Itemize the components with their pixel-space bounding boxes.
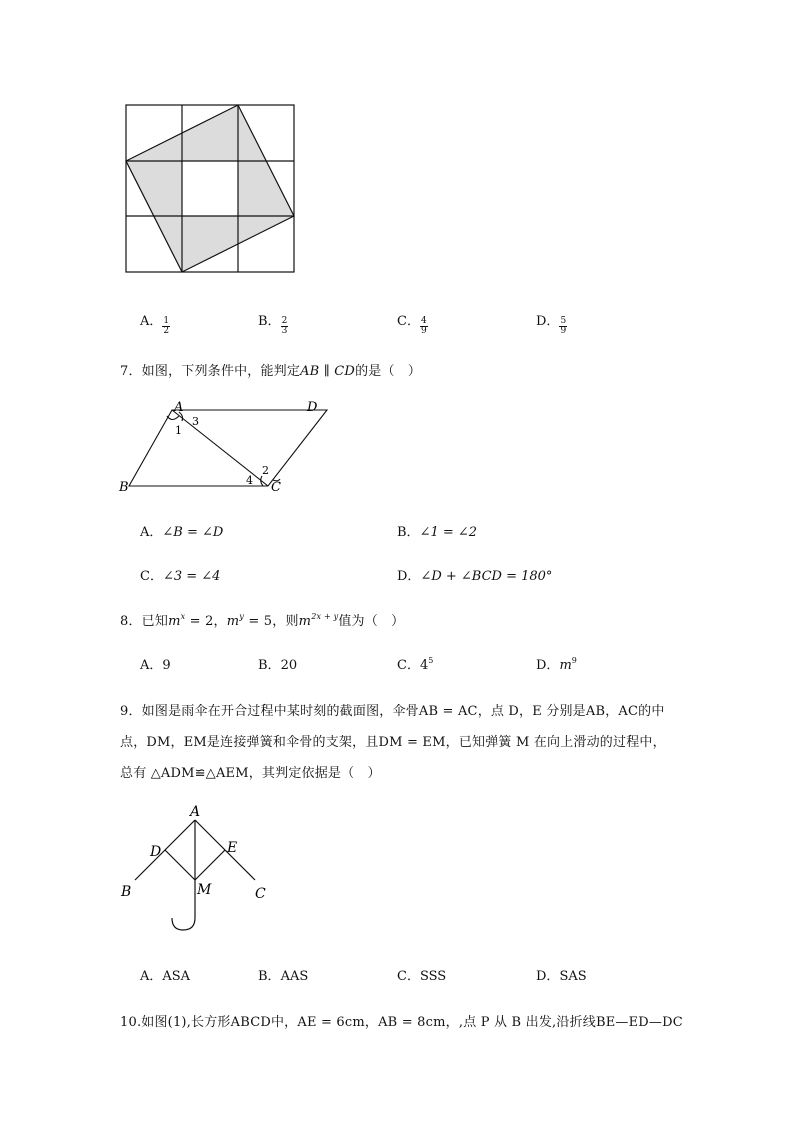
option-label: A． (140, 969, 163, 984)
denominator: 9 (560, 326, 567, 336)
option-label: A． (140, 658, 163, 673)
option-label: D． (536, 658, 560, 673)
option-label: C． (140, 569, 163, 584)
q7-label-a: A (174, 400, 184, 415)
fraction (420, 317, 428, 336)
math-value: = 5，则 (244, 614, 299, 629)
option-label: D． (536, 969, 560, 984)
numerator: 1 (163, 316, 170, 326)
denominator: 2 (163, 326, 170, 336)
math-exponent: 2x + y (311, 612, 339, 621)
q10-stem-line-1: 10.如图(1),长方形ABCD中，AE = 6cm，AB = 8cm，,点 P 从 B 出发,沿折线BE—ED—DC (120, 1015, 683, 1030)
option-text: ∠B = ∠D (162, 525, 224, 540)
numerator: 2 (281, 316, 288, 326)
q7-label-d: D (307, 400, 318, 415)
option-label: C． (397, 969, 420, 984)
math-base: m (559, 658, 572, 673)
q6-option-d[interactable] (536, 310, 567, 336)
option-text: SAS (559, 969, 587, 984)
q7-option-c[interactable] (140, 565, 220, 584)
option-text: ∠3 = ∠4 (162, 569, 221, 584)
q9-option-d[interactable] (536, 965, 587, 984)
denominator: 3 (281, 326, 288, 336)
q9-stem-line-1: 9．如图是雨伞在开合过程中某时刻的截面图，伞骨AB = AC，点 D，E 分别是AB，AC的中 (120, 704, 665, 719)
q9-label-a: A (190, 804, 201, 820)
option-label: C． (397, 314, 420, 329)
q9-option-c[interactable] (397, 965, 446, 984)
q9-umbrella-figure (115, 800, 275, 935)
q8-option-d[interactable] (536, 654, 577, 673)
q9-label-d: D (150, 844, 162, 860)
math-exponent: x (180, 612, 186, 621)
q7-option-a[interactable] (140, 521, 223, 540)
option-label: A． (140, 525, 163, 540)
q6-grid-figure (120, 100, 300, 276)
q7-angle-1: 1 (175, 424, 182, 437)
q9-option-b[interactable] (258, 965, 308, 984)
q8-option-a[interactable] (140, 654, 171, 673)
math-exponent: 5 (428, 656, 434, 665)
option-text: 9 (162, 658, 171, 673)
option-label: B． (258, 969, 281, 984)
math-exponent: 9 (571, 656, 577, 665)
umbrella-handle (172, 908, 195, 930)
option-text: SSS (419, 969, 447, 984)
q7-angle-2: 2 (262, 464, 269, 477)
option-label: C． (397, 658, 420, 673)
q7-parallelogram-figure (115, 396, 335, 496)
fraction (162, 317, 170, 336)
q9-option-a[interactable] (140, 965, 190, 984)
option-text: AAS (280, 969, 309, 984)
q9-stem-line-2: 点，DM，EM是连接弹簧和伞骨的支架，且DM = EM，已知弹簧 M 在向上滑动的过程中， (120, 735, 666, 750)
q8-option-c[interactable] (397, 654, 433, 673)
strut-dm (165, 850, 195, 880)
q7-stem-math: AB ∥ CD (300, 364, 356, 379)
fraction (281, 317, 289, 336)
option-label: B． (258, 658, 281, 673)
option-label: B． (258, 314, 281, 329)
q7-label-b: B (119, 480, 129, 495)
q8-stem (120, 610, 404, 629)
option-text: ∠1 = ∠2 (419, 525, 478, 540)
q6-option-b[interactable] (258, 310, 288, 336)
option-text: 20 (280, 658, 298, 673)
q7-angle-4: 4 (246, 474, 253, 487)
q9-label-b: B (121, 884, 132, 900)
q9-label-e: E (227, 840, 238, 856)
q9-stem-line-3: 总有 △ADM≌△AEM，其判定依据是（ ） (120, 766, 381, 781)
option-label: D． (397, 569, 421, 584)
q7-stem (120, 360, 421, 379)
q7-stem-pre: 7．如图，下列条件中，能判定 (120, 364, 301, 379)
q6-option-a[interactable] (140, 310, 170, 336)
math-base: m (168, 614, 181, 629)
q9-label-c: C (255, 886, 266, 902)
q7-label-c: C (271, 480, 281, 495)
fraction (559, 317, 567, 336)
numerator: 4 (420, 316, 427, 326)
q8-stem-pre: 8．已知 (120, 614, 169, 629)
option-label: D． (536, 314, 560, 329)
option-label: B． (397, 525, 420, 540)
q7-option-d[interactable] (397, 565, 552, 584)
option-text: ASA (162, 969, 191, 984)
q6-center-white-square (182, 161, 238, 216)
option-label: A． (140, 314, 163, 329)
q7-angle-3: 3 (192, 415, 199, 428)
option-text: ∠D + ∠BCD = 180° (420, 569, 553, 584)
math-base: m (298, 614, 312, 629)
math-exponent: y (239, 612, 245, 621)
strut-em (195, 850, 225, 880)
q7-option-b[interactable] (397, 521, 477, 540)
q7-stem-post: 的是（ ） (355, 364, 422, 379)
q8-stem-post: 值为（ ） (338, 614, 405, 629)
math-base: 4 (419, 658, 429, 673)
numerator: 5 (560, 316, 567, 326)
q6-option-c[interactable] (397, 310, 428, 336)
math-base: m (226, 614, 240, 629)
denominator: 9 (420, 326, 427, 336)
math-value: = 2， (185, 614, 227, 629)
q9-label-m: M (197, 882, 212, 898)
q8-option-b[interactable] (258, 654, 297, 673)
